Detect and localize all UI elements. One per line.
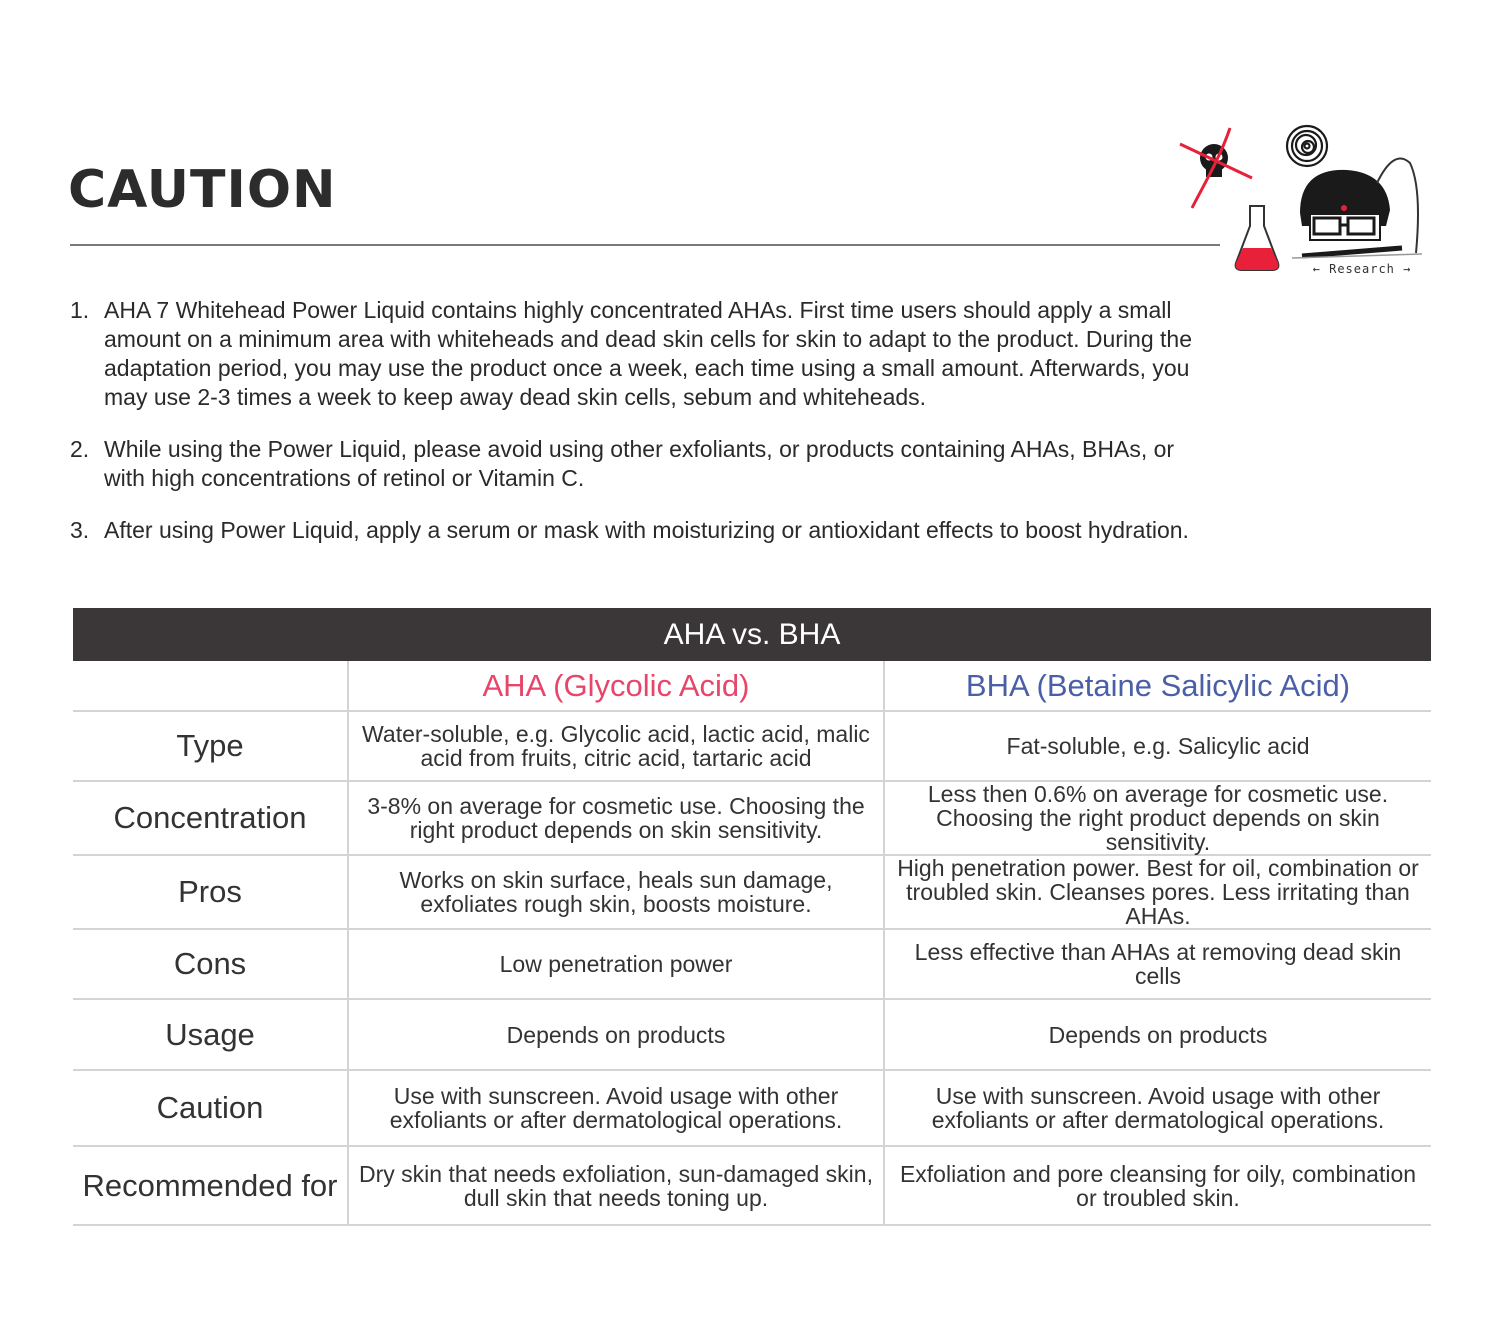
- researcher-doodle-icon: [1172, 118, 1440, 283]
- bha-cell: Less then 0.6% on average for cosmetic use. Choosing the right product depends on skin sensitivity.: [884, 781, 1431, 855]
- aha-cell: Dry skin that needs exfoliation, sun-damaged skin, dull skin that needs toning up.: [348, 1146, 884, 1225]
- skull-icon: [1180, 128, 1252, 208]
- table-row: [73, 711, 1431, 781]
- table-row: [73, 781, 1431, 855]
- bha-cell: Less effective than AHAs at removing dead skin cells: [884, 929, 1431, 999]
- bha-column-header: BHA (Betaine Salicylic Acid): [884, 661, 1431, 711]
- bha-cell: Depends on products: [884, 999, 1431, 1070]
- table-row: [73, 855, 1431, 929]
- aha-cell: Depends on products: [348, 999, 884, 1070]
- row-label: Cons: [73, 929, 348, 999]
- table-row: [73, 1146, 1431, 1225]
- note-text: AHA 7 Whitehead Power Liquid contains highly concentrated AHAs. First time users should apply a small amount on a minimum area with whiteheads and dead skin cells for skin to adapt to the product. During the adaptation period, you may use the product once a week, each time using a small amount. Afterwards, you may use 2-3 times a week to keep away dead skin cells, sebum and whiteheads.: [104, 297, 1192, 410]
- caution-note: [70, 435, 1220, 493]
- bha-cell: Fat-soluble, e.g. Salicylic acid: [884, 711, 1431, 781]
- aha-cell: 3-8% on average for cosmetic use. Choosing the right product depends on skin sensitivity.: [348, 781, 884, 855]
- table-heading: AHA vs. BHA: [73, 608, 1431, 661]
- column-header-row: [73, 661, 1431, 711]
- aha-cell: Water-soluble, e.g. Glycolic acid, lactic acid, malic acid from fruits, citric acid, tartaric acid: [348, 711, 884, 781]
- row-label: Concentration: [73, 781, 348, 855]
- title-divider: [70, 244, 1220, 246]
- row-label: Type: [73, 711, 348, 781]
- person-icon: [1292, 159, 1422, 259]
- aha-column-header: AHA (Glycolic Acid): [348, 661, 884, 711]
- note-number: 3.: [70, 517, 90, 543]
- table-row: [73, 1070, 1431, 1146]
- bha-cell: High penetration power. Best for oil, combination or troubled skin. Cleanses pores. Less irritating than AHAs.: [884, 855, 1431, 929]
- row-label: Usage: [73, 999, 348, 1070]
- empty-header-cell: [73, 661, 348, 711]
- aha-cell: Works on skin surface, heals sun damage, exfoliates rough skin, boosts moisture.: [348, 855, 884, 929]
- aha-cell: Use with sunscreen. Avoid usage with other exfoliants or after dermatological operations.: [348, 1070, 884, 1146]
- caution-notes-list: [70, 296, 1220, 545]
- bha-cell: Use with sunscreen. Avoid usage with other exfoliants or after dermatological operations.: [884, 1070, 1431, 1146]
- scribble-icon: [1287, 126, 1327, 166]
- bha-cell: Exfoliation and pore cleansing for oily, combination or troubled skin.: [884, 1146, 1431, 1225]
- research-caption: ← Research →: [1312, 262, 1412, 276]
- note-text: While using the Power Liquid, please avoid using other exfoliants, or products containing AHAs, BHAs, or with high concentrations of retinol or Vitamin C.: [104, 436, 1175, 491]
- row-label: Caution: [73, 1070, 348, 1146]
- note-text: After using Power Liquid, apply a serum or mask with moisturizing or antioxidant effects to boost hydration.: [104, 517, 1189, 543]
- aha-bha-comparison-table: [73, 608, 1431, 1226]
- row-label: Recommended for: [73, 1146, 348, 1225]
- page-title: CAUTION: [68, 160, 337, 220]
- caution-note: [70, 516, 1220, 545]
- row-label: Pros: [73, 855, 348, 929]
- caution-note: [70, 296, 1220, 412]
- table-row: [73, 929, 1431, 999]
- aha-cell: Low penetration power: [348, 929, 884, 999]
- note-number: 1.: [70, 297, 90, 323]
- note-number: 2.: [70, 436, 90, 462]
- table-row: [73, 999, 1431, 1070]
- flask-icon: [1236, 206, 1279, 270]
